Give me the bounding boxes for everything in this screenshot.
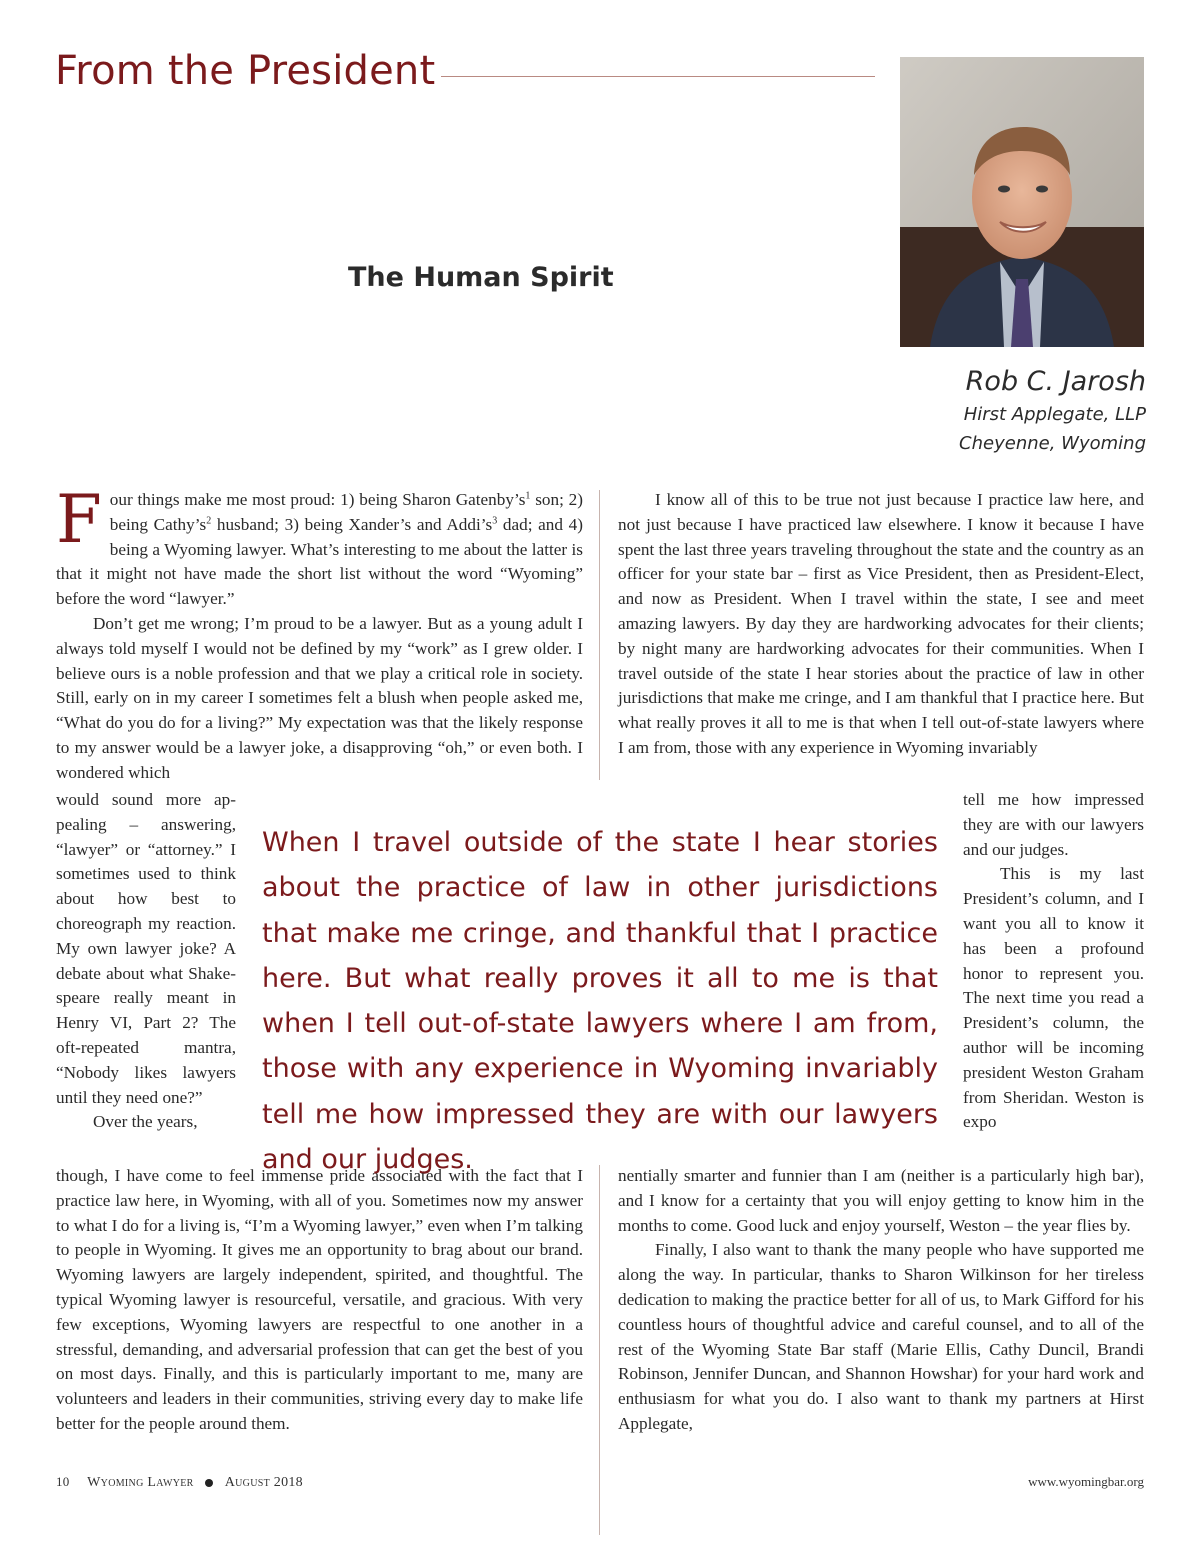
- right-column-top: [618, 488, 1144, 761]
- p1-text-d: dad; and 4) being a Wyoming lawyer. What’s interesting to me about the latter is that it might not have made the short list without the word “Wyoming” before the word “lawyer.”: [56, 514, 583, 609]
- title-rule: [441, 76, 875, 77]
- left-column-top: [56, 481, 583, 786]
- right-column-narrow: [963, 788, 1144, 1135]
- section-title: From the President: [55, 48, 436, 94]
- author-firm: Hirst Applegate, LLP: [963, 404, 1146, 425]
- paragraph-5: This is my last President’s column, and I want you all to know it has been a profound honor to represent you. The next time you read a President’s column, the author will be incoming president Weston Graham from Sheridan. Weston is expo: [963, 864, 1144, 1132]
- page-number: 10: [56, 1474, 70, 1489]
- article-title: The Human Spirit: [348, 262, 614, 293]
- footnote-ref-1: 1: [525, 490, 531, 502]
- p1-text-a: our things make me most proud: 1) being Sharon Gatenby’s: [109, 490, 526, 509]
- paragraph-3-cont: though, I have come to feel immense pride associated with the fact that I practice law here, in Wyoming, with all of you. Sometimes now my answer to what I do for a living is, “I’m a Wyoming lawyer,” even when I’m talking to people in Wyoming. It gives me an opportunity to brag about our brand. Wyoming lawyers are largely independent, spirited, and thoughtful. The typical Wyoming lawyer is resourceful, versatile, and gracious. With very few exceptions, Wyoming lawyers are respectful to one another in a stressful, demanding, and adversarial profession that can get the best of you on most days. Finally, and this is particularly important to me, many are volunteers and leaders in their communities, striving every day to make life better for the people around them.: [56, 1166, 583, 1433]
- p1-text-c: husband; 3) being Xander’s and Addi’s: [211, 514, 493, 534]
- website-link[interactable]: www.wyomingbar.org: [1028, 1474, 1144, 1489]
- bullet-icon: [205, 1479, 213, 1487]
- footnote-ref-3: 3: [492, 515, 498, 527]
- paragraph-2-cont: would sound more appealing – answering, “lawyer” or “attorney.” I sometimes used to think about how best to choreograph my reaction. My own lawyer joke? A debate about what Shakespeare really meant in Henry VI, Part 2? The oft-repeated mantra, “Nobody likes lawyers until they need one?”: [56, 790, 236, 1107]
- author-name: Rob C. Jarosh: [965, 366, 1146, 397]
- right-column-bottom: [618, 1164, 1144, 1437]
- p1-text-b: son; 2) being Cathy’s: [109, 490, 583, 534]
- left-column-narrow: [56, 788, 236, 1135]
- pull-quote: When I travel outside of the state I hear stories about the practice of law in other jurisdictions that make me cringe, and thankful that I practice here. But what really proves it all to me is that when I tell out-of-state lawyers where I am from, those with any experience in Wyoming invariably tell me how impressed they are with our lawyers and our judges.: [262, 827, 938, 1176]
- paragraph-6: Finally, I also want to thank the many people who have supported me along the way. In particular, thanks to Sharon Wilkinson for her tireless dedication to making the practice better for all of us, to Mark Gifford for his countless hours of thoughtful advice and careful counsel, and to all of the rest of the Wyoming State Bar staff (Marie Ellis, Cathy Duncil, Brandi Robinson, Jennifer Duncan, and Shannon Howshar) for your hard work and enthusiasm for what you do. I also want to thank my partners at Hirst Applegate,: [618, 1240, 1144, 1433]
- footnote-ref-2: 2: [206, 515, 212, 527]
- paragraph-5-cont: nentially smarter and funnier than I am (neither is a particularly high bar), and I know for a certainty that you will enjoy getting to know him in the months to come. Good luck and enjoy yourself, Weston – the year flies by.: [618, 1166, 1144, 1235]
- left-column-bottom: [56, 1164, 583, 1437]
- paragraph-2: Don’t get me wrong; I’m proud to be a lawyer. But as a young adult I always told myself I would not be defined by my “work” as I grew older. I believe ours is a noble profession and that we play a critical role in society. Still, early on in my career I sometimes felt a blush when people asked me, “What do you do for a living?” My expectation was that the likely response to my answer would be a lawyer joke, a disapproving “oh,” or even both. I wondered which: [56, 613, 583, 782]
- paragraph-4: I know all of this to be true not just because I practice law here, and not just because I have practiced law elsewhere. I know it because I have spent the last three years traveling throughout the state and the country as an officer for your state bar – first as Vice President, then as President-Elect, and now as President. When I travel within the state, I see and meet amazing lawyers. By day they are hardworking advocates for their clients; by night many are hardworking advocates for their communities. When I travel outside of the state I hear stories about the practice of law in other jurisdictions that make me cringe, and I am thankful that I practice here. But what really proves it all to me is that when I tell out-of-state lawyers where I am from, those with any experience in Wyoming invariably: [618, 490, 1144, 757]
- paragraph-1: [56, 481, 583, 612]
- paragraph-3: Over the years,: [93, 1112, 198, 1132]
- author-location: Cheyenne, Wyoming: [959, 433, 1146, 454]
- drop-cap: F: [56, 481, 102, 558]
- author-portrait: [900, 57, 1144, 347]
- page-footer: [56, 1474, 1144, 1494]
- paragraph-4-cont: tell me how impressed they are with our lawyers and our judges.: [963, 790, 1144, 859]
- author-byline: [826, 364, 1146, 458]
- issue-date: August 2018: [224, 1475, 303, 1490]
- column-divider-top: [599, 490, 600, 780]
- publication-name: Wyoming Lawyer: [87, 1475, 194, 1490]
- portrait-photo: [900, 57, 1144, 347]
- footer-left: [56, 1474, 303, 1491]
